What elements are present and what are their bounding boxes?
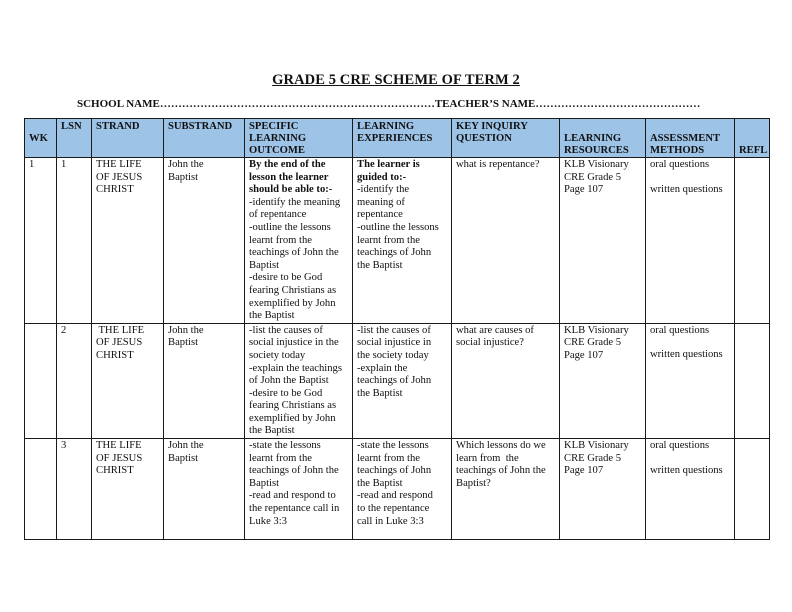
cell-lesson: 1 [57,158,92,324]
header-wk: WK [25,119,57,158]
scheme-of-work-table [24,118,770,540]
cell-lesson: 3 [57,439,92,540]
header-specific-learning-outcome: SPECIFIC LEARNING OUTCOME [245,119,353,158]
cell-specific-learning-outcome: By the end of the lesson the learner should be able to:- -identify the meaning of repentance -outline the lessons learnt from the teachings of John the Baptist -desire to be God fearing Christians as exemplified by John the Baptist [245,158,353,324]
header-lsn: LSN [57,119,92,158]
cell-key-inquiry-question: what are causes of social injustice? [452,323,560,438]
cell-lesson: 2 [57,323,92,438]
cell-substrand: John the Baptist [164,158,245,324]
document-title: GRADE 5 CRE SCHEME OF TERM 2 [272,72,520,88]
header-key-inquiry-question: KEY INQUIRY QUESTION [452,119,560,158]
cell-assessment-methods: oral questions written questions [646,158,735,324]
school-teacher-names-line: SCHOOL NAME…………………………………………………………………TEACHER’S NAME……………………………………… [77,98,701,110]
cell-learning-experiences: -state the lessons learnt from the teachings of John the Baptist -read and respond to the repentance call in Luke 3:3 [353,439,452,540]
header-row [25,119,770,158]
header-learning-resources: LEARNING RESOURCES [560,119,646,158]
cell-week [25,323,57,438]
cell-learning-resources: KLB Visionary CRE Grade 5 Page 107 [560,323,646,438]
cell-learning-resources: KLB Visionary CRE Grade 5 Page 107 [560,439,646,540]
header-strand: STRAND [92,119,164,158]
cell-key-inquiry-question: what is repentance? [452,158,560,324]
header-learning-experiences: LEARNING EXPERIENCES [353,119,452,158]
cell-week [25,439,57,540]
cell-reflection[interactable] [735,158,770,324]
cell-strand: THE LIFE OF JESUS CHRIST [92,158,164,324]
cell-reflection[interactable] [735,323,770,438]
cell-substrand: John the Baptist [164,323,245,438]
cell-strand: THE LIFE OF JESUS CHRIST [92,323,164,438]
header-substrand: SUBSTRAND [164,119,245,158]
cell-learning-experiences: The learner is guided to:- -identify the meaning of repentance -outline the lessons learnt from the teachings of John the Baptist [353,158,452,324]
cell-assessment-methods: oral questions written questions [646,323,735,438]
cell-substrand: John the Baptist [164,439,245,540]
cell-key-inquiry-question: Which lessons do we learn from the teachings of John the Baptist? [452,439,560,540]
table-row [25,158,770,324]
cell-reflection[interactable] [735,439,770,540]
table-row [25,439,770,540]
cell-week: 1 [25,158,57,324]
cell-learning-resources: KLB Visionary CRE Grade 5 Page 107 [560,158,646,324]
cell-strand: THE LIFE OF JESUS CHRIST [92,439,164,540]
table-row [25,323,770,438]
header-assessment-methods: ASSESSMENT METHODS [646,119,735,158]
cell-specific-learning-outcome: -state the lessons learnt from the teachings of John the Baptist -read and respond to the repentance call in Luke 3:3 [245,439,353,540]
cell-learning-experiences: -list the causes of social injustice in the society today -explain the teachings of John the Baptist [353,323,452,438]
cell-specific-learning-outcome: -list the causes of social injustice in the society today -explain the teachings of John the Baptist -desire to be God fearing Christians as exemplified by John the Baptist [245,323,353,438]
header-reflection: REFL [735,119,770,158]
cell-assessment-methods: oral questions written questions [646,439,735,540]
